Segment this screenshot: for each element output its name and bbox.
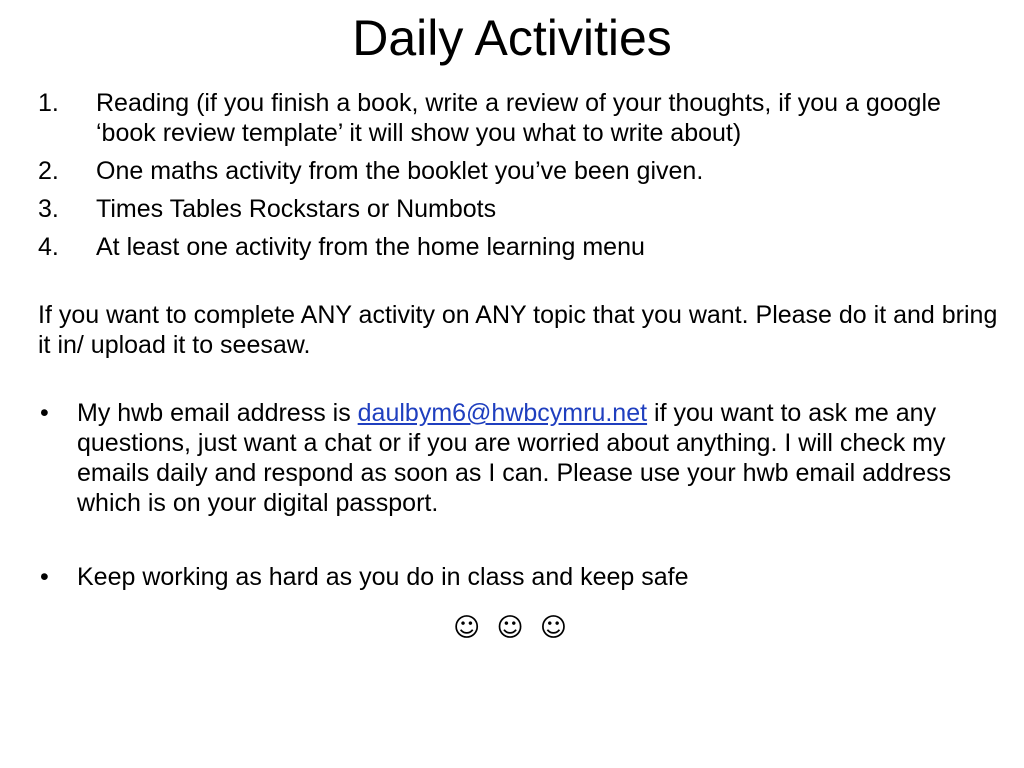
- list-item: [38, 232, 998, 262]
- email-note: [38, 398, 998, 518]
- list-item: [38, 88, 998, 148]
- activities-list: [38, 88, 998, 262]
- instructions-paragraph: If you want to complete ANY activity on ANY topic that you want. Please do it and bring it in/ upload it to seesaw.: [38, 301, 998, 359]
- list-number: 2.: [38, 157, 59, 185]
- closing-note: [38, 562, 998, 592]
- slide-content: [38, 88, 998, 636]
- list-number: 3.: [38, 195, 59, 223]
- slide-title: Daily Activities: [352, 10, 672, 66]
- list-item-text: At least one activity from the home learning menu: [96, 233, 645, 261]
- list-item-text: Reading (if you finish a book, write a review of your thoughts, if you a google ‘book review template’ it will show you what to write about): [96, 89, 941, 147]
- list-item: [38, 156, 998, 186]
- notes-list: [38, 398, 998, 592]
- email-note-text-before: My hwb email address is: [77, 399, 358, 427]
- list-number: 4.: [38, 233, 59, 261]
- email-note-text-after: if you want to ask me any questions, just want a chat or if you are worried about anything. I will check my emails daily and respond as soon as I can. Please use your hwb email address which is on your digital passport.: [77, 399, 952, 517]
- list-item: [38, 194, 998, 224]
- email-link[interactable]: daulbym6@hwbcymru.net: [357, 399, 648, 427]
- list-item-text: One maths activity from the booklet you’ve been given.: [96, 157, 704, 185]
- list-number: 1.: [38, 89, 59, 117]
- bullet-icon: •: [40, 563, 49, 591]
- smiley-icon: ☺ ☺ ☺: [453, 613, 571, 643]
- list-item-text: Times Tables Rockstars or Numbots: [96, 195, 497, 223]
- bullet-icon: •: [40, 399, 49, 427]
- closing-note-text: Keep working as hard as you do in class and keep safe: [77, 563, 689, 591]
